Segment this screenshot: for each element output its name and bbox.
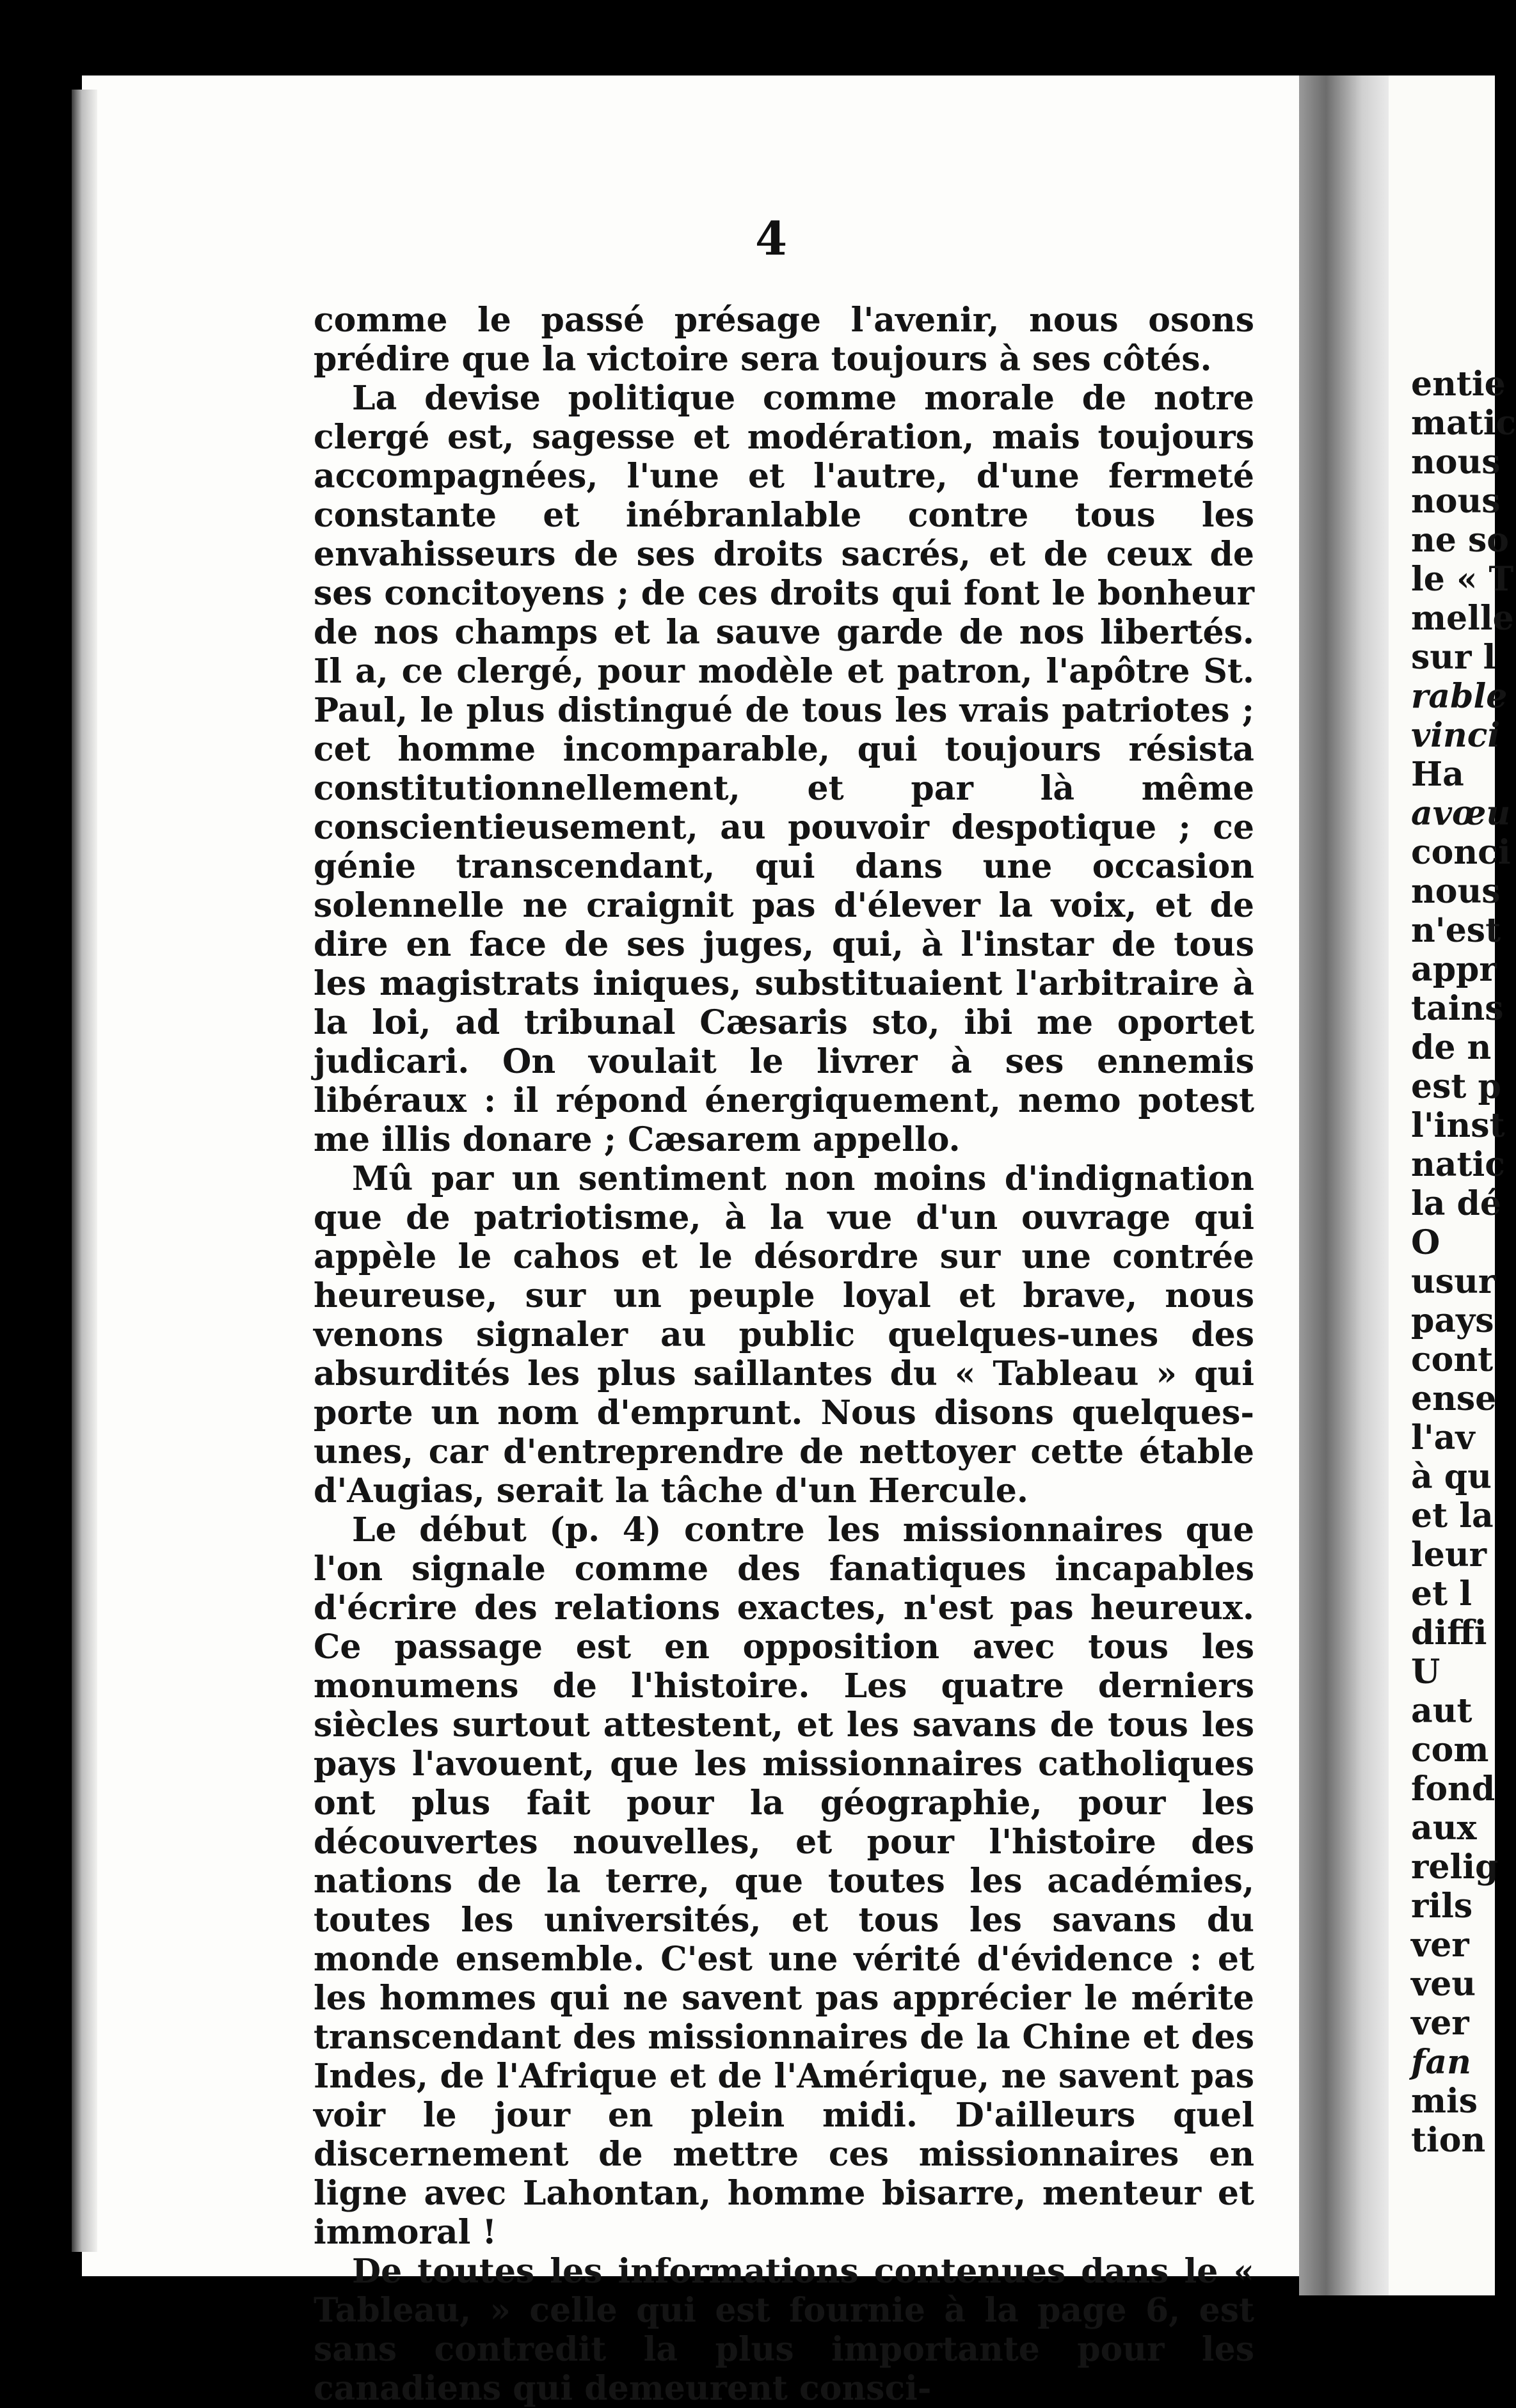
right-line: O [1411,1223,1440,1262]
right-line: fan [1411,2043,1471,2082]
right-line: rable [1411,677,1508,716]
right-line: usur [1411,1262,1496,1301]
paragraph-5: De toutes les informations contenues dans le « Tableau, » celle qui est fournie à la page 6, est sans contredit la plus importante pour les canadiens qui demeurent consci- [314,2252,1254,2408]
right-line: natic [1411,1145,1505,1184]
right-line: rils [1411,1887,1473,1926]
right-line: avœu [1411,794,1511,833]
right-line: diffi [1411,1613,1487,1652]
right-line: aux [1411,1809,1477,1848]
right-line: nous [1411,872,1501,911]
right-line: le « T [1411,560,1514,599]
book-gutter [1299,75,1389,2295]
right-line: U [1411,1652,1440,1691]
right-line: n'est [1411,911,1501,950]
right-line: la dé [1411,1184,1501,1223]
right-line: veu [1411,1965,1476,2004]
right-line: com [1411,1731,1489,1770]
right-line: vinci [1411,716,1501,755]
right-line: conci [1411,833,1511,872]
right-line: l'av [1411,1418,1475,1457]
right-line: relig [1411,1848,1499,1887]
right-line: matic [1411,404,1516,443]
right-line: à qu [1411,1457,1492,1496]
right-line: melle [1411,599,1514,638]
right-line: mis [1411,2082,1478,2121]
right-line: ver [1411,1926,1469,1965]
paragraph-4: Le début (p. 4) contre les missionnaires que l'on signale comme des fanatiques incapables d'écrire des relations exactes, n'est pas heureux. Ce passage est en opposition avec tous les monumens de l'histoire. Les quatre derniers siècles surtout attestent, et les savans de tous les pays l'avouent, que les missionnaires catholiques ont plus fait pour la géographie, pour les découvertes nouvelles, et pour l'histoire des nations de la terre, que toutes les académies, toutes les universités, et tous les savans du monde ensemble. C'est une vérité d'évidence : et les hommes qui ne savent pas apprécier le mérite transcendant des missionnaires de la Chine et des Indes, de l'Afrique et de l'Amérique, ne savent pas voir le jour en plein midi. D'ailleurs quel discernement de mettre ces missionnaires en ligne avec Lahontan, homme bisarre, menteur et immoral ! [314,1510,1254,2252]
right-line: ne so [1411,521,1509,560]
page-edge-shadow [72,90,97,2252]
right-line: sur l [1411,638,1496,677]
right-line: Ha [1411,755,1464,794]
right-line: fond [1411,1770,1496,1809]
right-line: leur [1411,1535,1487,1574]
body-text [314,301,1254,2408]
right-line: cont [1411,1340,1494,1379]
right-line: tion [1411,2121,1486,2160]
paragraph-1: comme le passé présage l'avenir, nous osons prédire que la victoire sera toujours à ses côtés. [314,301,1254,379]
right-line: entie [1411,365,1506,404]
right-line: pays [1411,1301,1494,1340]
paragraph-3: Mû par un sentiment non moins d'indignation que de patriotisme, à la vue d'un ouvrage qui appèle le cahos et le désordre sur une contrée heureuse, sur un peuple loyal et brave, nous venons signaler au public quelques-unes des absurdités les plus saillantes du « Tableau » qui porte un nom d'emprunt. Nous disons quelques-unes, car d'entreprendre de nettoyer cette étable d'Augias, serait la tâche d'un Hercule. [314,1159,1254,1510]
right-line: et la [1411,1496,1494,1535]
right-line: aut [1411,1691,1472,1731]
right-line: nous [1411,443,1501,482]
right-line: et l [1411,1574,1472,1613]
paragraph-2: La devise politique comme morale de notre clergé est, sagesse et modération, mais toujours accompagnées, l'une et l'autre, d'une fermeté constante et inébranlable contre tous les envahisseurs de ses droits sacrés, et de ceux de ses concitoyens ; de ces droits qui font le bonheur de nos champs et la sauve garde de nos libertés. Il a, ce clergé, pour modèle et patron, l'apôtre St. Paul, le plus distingué de tous les vrais patriotes ; cet homme incomparable, qui toujours résista constitutionnellement, et par là même conscientieusement, au pouvoir despotique ; ce génie transcendant, qui dans une occasion solennelle ne craignit pas d'élever la voix, et de dire en face de ses juges, qui, à l'instar de tous les magistrats iniques, substituaient l'arbitraire à la loi, ad tribunal Cæsaris sto, ibi me oportet judicari. On voulait le livrer à ses ennemis libéraux : il répond énergiquement, nemo potest me illis donare ; Cæsarem appello. [314,379,1254,1159]
page-number: 4 [755,211,788,265]
right-line: tains [1411,989,1504,1028]
right-line: nous [1411,482,1501,521]
right-line: ver [1411,2004,1469,2043]
right-line: l'inst [1411,1106,1505,1145]
right-line: ense [1411,1379,1497,1418]
right-line: est p [1411,1067,1501,1106]
right-line: appr [1411,950,1497,989]
right-page-text [1411,365,1516,2160]
right-line: de n [1411,1028,1492,1067]
